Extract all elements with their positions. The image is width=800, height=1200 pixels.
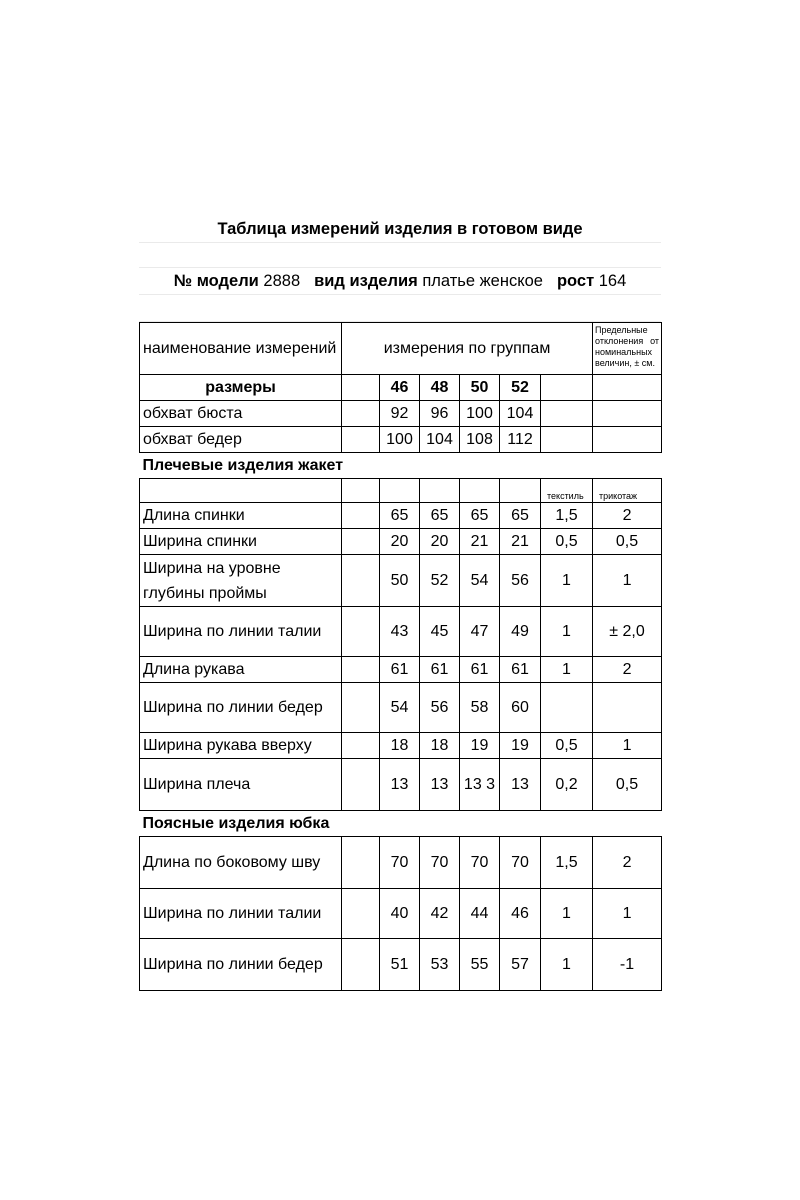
value-cell: 44 <box>460 889 500 939</box>
model-value: 2888 <box>263 271 301 290</box>
value-cell: 13 <box>500 759 541 811</box>
model-info-row <box>139 268 661 295</box>
spacer-row <box>139 243 661 268</box>
size-cell: 48 <box>420 375 460 401</box>
value-cell: 104 <box>500 401 541 427</box>
tolerance-knit-cell: 0,5 <box>593 529 662 555</box>
value-cell: 65 <box>460 503 500 529</box>
row-name: Ширина плеча <box>140 759 342 811</box>
value-cell: 112 <box>500 427 541 453</box>
tolerance-textile-cell: 0,5 <box>541 529 593 555</box>
table-row <box>140 733 662 759</box>
table-row <box>140 683 662 733</box>
value-cell: 61 <box>460 657 500 683</box>
empty-cell <box>342 683 380 733</box>
value-cell: 56 <box>420 683 460 733</box>
table-row <box>140 657 662 683</box>
value-cell: 47 <box>460 607 500 657</box>
value-cell: 61 <box>500 657 541 683</box>
empty-cell <box>342 657 380 683</box>
empty-cell <box>342 759 380 811</box>
value-cell: 65 <box>420 503 460 529</box>
empty-cell <box>342 529 380 555</box>
sheet-title: Таблица измерений изделия в готовом виде <box>139 216 661 243</box>
value-cell: 20 <box>420 529 460 555</box>
value-cell: 65 <box>500 503 541 529</box>
model-label: № модели <box>173 271 259 290</box>
row-name: обхват бедер <box>140 427 342 453</box>
value-cell: 70 <box>460 837 500 889</box>
value-cell: 19 <box>500 733 541 759</box>
row-name: Ширина по линии бедер <box>140 683 342 733</box>
tolerance-knit-cell: 1 <box>593 733 662 759</box>
empty-cell <box>342 939 380 991</box>
empty-cell <box>342 401 380 427</box>
value-cell: 51 <box>380 939 420 991</box>
value-cell: 55 <box>460 939 500 991</box>
row-name: Ширина спинки <box>140 529 342 555</box>
type-label: вид изделия <box>314 271 418 290</box>
tolerance-textile-cell: 1 <box>541 607 593 657</box>
tolerance-textile-cell: 1 <box>541 889 593 939</box>
value-cell: 65 <box>380 503 420 529</box>
row-name: Ширина по линии талии <box>140 607 342 657</box>
tolerance-knit-cell: 2 <box>593 837 662 889</box>
row-name: Длина по боковому шву <box>140 837 342 889</box>
row-name: Ширина рукава вверху <box>140 733 342 759</box>
value-cell: 18 <box>380 733 420 759</box>
tolerance-knit-cell <box>593 683 662 733</box>
height-label: рост <box>556 271 595 290</box>
table-row <box>140 889 662 939</box>
value-cell: 54 <box>380 683 420 733</box>
tolerance-textile-header: текстиль <box>541 479 593 503</box>
table-row <box>140 401 662 427</box>
sizes-row <box>140 375 662 401</box>
section-title: Плечевые изделия жакет <box>140 453 662 479</box>
value-cell: 45 <box>420 607 460 657</box>
tolerance-knit-cell: 1 <box>593 555 662 607</box>
value-cell: 70 <box>500 837 541 889</box>
height-value: 164 <box>598 271 627 290</box>
name-column-header: наименование измерений <box>140 323 342 375</box>
value-cell: 108 <box>460 427 500 453</box>
size-cell: 52 <box>500 375 541 401</box>
value-cell: 40 <box>380 889 420 939</box>
header-row <box>140 323 662 375</box>
tolerance-knit-cell: ± 2,0 <box>593 607 662 657</box>
value-cell: 46 <box>500 889 541 939</box>
table-row <box>140 837 662 889</box>
tolerance-knit-cell: -1 <box>593 939 662 991</box>
empty-cell <box>342 607 380 657</box>
value-cell: 70 <box>380 837 420 889</box>
value-cell: 104 <box>420 427 460 453</box>
value-cell: 13 3 <box>460 759 500 811</box>
size-cell: 50 <box>460 375 500 401</box>
row-name: обхват бюста <box>140 401 342 427</box>
table-row <box>140 555 662 607</box>
tolerance-knit-header: трикотаж <box>593 479 662 503</box>
type-value: платье женское <box>422 271 543 290</box>
value-cell: 19 <box>460 733 500 759</box>
empty-cell <box>541 375 593 401</box>
value-cell: 70 <box>420 837 460 889</box>
section-jacket-row <box>140 453 662 479</box>
tolerance-textile-cell: 0,2 <box>541 759 593 811</box>
tolerance-textile-cell <box>541 683 593 733</box>
value-cell: 42 <box>420 889 460 939</box>
value-cell: 13 <box>380 759 420 811</box>
row-name: Ширина на уровне глубины проймы <box>140 555 342 607</box>
value-cell: 100 <box>380 427 420 453</box>
table-row <box>140 759 662 811</box>
tolerance-knit-cell: 2 <box>593 503 662 529</box>
value-cell: 92 <box>380 401 420 427</box>
section-skirt-row <box>140 811 662 837</box>
value-cell: 60 <box>500 683 541 733</box>
tolerance-textile-cell: 1,5 <box>541 837 593 889</box>
spacer-row <box>139 295 661 322</box>
empty-cell <box>593 375 662 401</box>
value-cell: 57 <box>500 939 541 991</box>
value-cell: 13 <box>420 759 460 811</box>
empty-cell <box>541 427 593 453</box>
value-cell: 20 <box>380 529 420 555</box>
value-cell: 61 <box>420 657 460 683</box>
row-name: Ширина по линии талии <box>140 889 342 939</box>
tolerance-textile-cell: 1 <box>541 555 593 607</box>
empty-cell <box>342 503 380 529</box>
value-cell: 61 <box>380 657 420 683</box>
empty-cell <box>342 837 380 889</box>
empty-cell <box>342 375 380 401</box>
table-row <box>140 427 662 453</box>
table-row <box>140 939 662 991</box>
empty-cell <box>593 401 662 427</box>
group-column-header: измерения по группам <box>342 323 593 375</box>
sizes-label: размеры <box>140 375 342 401</box>
value-cell: 54 <box>460 555 500 607</box>
empty-cell <box>593 427 662 453</box>
measurement-sheet <box>139 216 661 991</box>
tolerance-textile-cell: 1 <box>541 657 593 683</box>
value-cell: 50 <box>380 555 420 607</box>
table-row <box>140 529 662 555</box>
tolerance-knit-cell: 0,5 <box>593 759 662 811</box>
value-cell: 21 <box>500 529 541 555</box>
size-cell: 46 <box>380 375 420 401</box>
value-cell: 18 <box>420 733 460 759</box>
tolerance-knit-cell: 2 <box>593 657 662 683</box>
value-cell: 96 <box>420 401 460 427</box>
value-cell: 49 <box>500 607 541 657</box>
value-cell: 21 <box>460 529 500 555</box>
empty-cell <box>342 889 380 939</box>
value-cell: 58 <box>460 683 500 733</box>
tolerance-textile-cell: 1 <box>541 939 593 991</box>
tolerance-textile-cell: 0,5 <box>541 733 593 759</box>
section-title: Поясные изделия юбка <box>140 811 662 837</box>
value-cell: 100 <box>460 401 500 427</box>
row-name: Длина рукава <box>140 657 342 683</box>
row-name: Ширина по линии бедер <box>140 939 342 991</box>
empty-cell <box>342 733 380 759</box>
tolerance-knit-cell: 1 <box>593 889 662 939</box>
empty-cell <box>342 555 380 607</box>
tolerance-textile-cell: 1,5 <box>541 503 593 529</box>
value-cell: 56 <box>500 555 541 607</box>
empty-cell <box>541 401 593 427</box>
value-cell: 43 <box>380 607 420 657</box>
table-row <box>140 607 662 657</box>
tolerance-note-header: Предельные отклонения от номинальных величин, ± см. <box>593 323 662 375</box>
row-name: Длина спинки <box>140 503 342 529</box>
tolerance-subheader-row <box>140 479 662 503</box>
value-cell: 52 <box>420 555 460 607</box>
measurement-table <box>139 322 662 991</box>
value-cell: 53 <box>420 939 460 991</box>
table-row <box>140 503 662 529</box>
empty-cell <box>342 427 380 453</box>
